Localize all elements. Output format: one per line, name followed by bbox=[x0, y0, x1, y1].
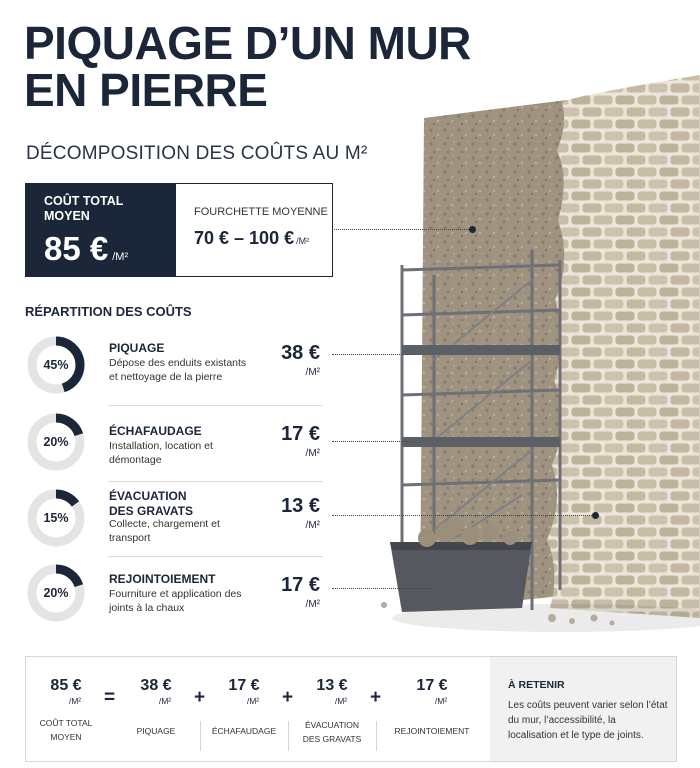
page-title-line-2: EN PIERRE bbox=[24, 64, 268, 116]
cost-row-price bbox=[250, 495, 320, 531]
cost-row-price-value: 38 € bbox=[281, 342, 320, 364]
page-subtitle: DÉCOMPOSITION DES COÛTS AU M² bbox=[26, 143, 368, 164]
range-leader-line bbox=[334, 229, 471, 230]
cost-row-title: ÉVACUATION DES GRAVATS bbox=[109, 489, 194, 518]
cost-row-price-unit: /M² bbox=[305, 367, 320, 378]
row-divider bbox=[108, 405, 323, 406]
rejointoiement-leader-line bbox=[332, 588, 432, 589]
cost-row-price bbox=[250, 342, 320, 378]
cost-equation-box bbox=[25, 656, 677, 762]
cost-row-price-unit: /M² bbox=[305, 599, 320, 610]
equation-part-echafaudage bbox=[210, 657, 278, 738]
range-panel bbox=[176, 184, 332, 276]
cost-row-evacuation bbox=[25, 487, 320, 563]
key-takeaway-title: À RETENIR bbox=[508, 679, 565, 691]
percent-donut-chart bbox=[25, 487, 87, 549]
equation-separator bbox=[376, 721, 377, 751]
equation-separator bbox=[288, 721, 289, 751]
equals-sign: = bbox=[104, 687, 116, 708]
equation-part-value: 17 € bbox=[416, 677, 448, 694]
breakdown-title: RÉPARTITION DES COÛTS bbox=[25, 304, 192, 319]
range-amount: 70 € – 100 € bbox=[194, 228, 295, 248]
echafaudage-leader-line bbox=[332, 441, 410, 442]
total-cost-label: COÛT TOTAL MOYEN bbox=[44, 194, 124, 223]
cost-row-description: Fourniture et application des joints à la chaux bbox=[109, 588, 242, 614]
equation-part-unit: /M² bbox=[246, 696, 260, 706]
equation-total-unit: /M² bbox=[68, 696, 82, 706]
cost-row-echafaudage bbox=[25, 411, 320, 487]
wall-illustration bbox=[372, 70, 700, 635]
percent-donut-chart bbox=[25, 562, 87, 624]
equation-part-rejointoiement bbox=[382, 657, 482, 738]
range-leader-dot bbox=[469, 226, 476, 233]
cost-row-price-unit: /M² bbox=[305, 520, 320, 531]
equation-total-label: COÛT TOTAL MOYEN bbox=[39, 718, 93, 742]
total-cost-panel bbox=[26, 184, 176, 276]
equation-part-piquage bbox=[122, 657, 190, 738]
equation-part-unit: /M² bbox=[434, 696, 448, 706]
equation-total-value: 85 € bbox=[50, 677, 82, 694]
equation-part-value: 17 € bbox=[228, 677, 260, 694]
key-takeaway-panel bbox=[490, 657, 676, 761]
cost-row-price-unit: /M² bbox=[305, 448, 320, 459]
equation-part-unit: /M² bbox=[158, 696, 172, 706]
page-title-line-1: PIQUAGE D’UN MUR bbox=[24, 17, 471, 69]
equation-separator bbox=[200, 721, 201, 751]
equation-part-label: PIQUAGE bbox=[136, 726, 176, 736]
total-cost-value bbox=[44, 230, 176, 268]
plus-sign: + bbox=[282, 687, 294, 708]
evacuation-leader-line bbox=[332, 515, 592, 516]
total-cost-unit: /M² bbox=[112, 251, 129, 263]
total-cost-amount: 85 € bbox=[44, 230, 109, 267]
cost-row-description: Dépose des enduits existants et nettoyage de la pierre bbox=[109, 357, 247, 383]
cost-row-title: PIQUAGE bbox=[109, 341, 165, 355]
cost-row-price-value: 17 € bbox=[281, 574, 320, 596]
cost-row-description: Collecte, chargement et transport bbox=[109, 518, 220, 544]
cost-row-description: Installation, location et démontage bbox=[109, 440, 213, 466]
plus-sign: + bbox=[194, 687, 206, 708]
equation-total bbox=[32, 657, 100, 744]
percent-label: 20% bbox=[43, 586, 69, 600]
cost-row-price-value: 17 € bbox=[281, 423, 320, 445]
percent-label: 45% bbox=[43, 358, 69, 372]
equation-part-label: REJOINTOIEMENT bbox=[394, 726, 470, 736]
cost-row-title: REJOINTOIEMENT bbox=[109, 572, 216, 586]
equation-part-label: ÉVACUATION DES GRAVATS bbox=[302, 720, 362, 744]
equation-part-evacuation bbox=[296, 657, 368, 746]
percent-donut-chart bbox=[25, 411, 87, 473]
row-divider bbox=[108, 556, 323, 557]
plus-sign: + bbox=[370, 687, 382, 708]
key-takeaway-text: Les coûts peuvent varier selon l’état du mur, l’accessibilité, la localisation et le type de joints. bbox=[508, 700, 668, 741]
total-cost-box bbox=[25, 183, 333, 277]
cost-row-rejointoiement bbox=[25, 562, 320, 638]
cost-row-price bbox=[250, 423, 320, 459]
equation-part-value: 13 € bbox=[316, 677, 348, 694]
cost-row-price-value: 13 € bbox=[281, 495, 320, 517]
piquage-leader-line bbox=[332, 354, 412, 355]
equation-part-value: 38 € bbox=[140, 677, 172, 694]
range-value bbox=[194, 228, 332, 249]
cost-row-title: ÉCHAFAUDAGE bbox=[109, 424, 202, 438]
evacuation-leader-dot bbox=[592, 512, 599, 519]
range-label: FOURCHETTE MOYENNE bbox=[194, 206, 328, 218]
equation-part-unit: /M² bbox=[334, 696, 348, 706]
cost-row-price bbox=[250, 574, 320, 610]
equation-part-label: ÉCHAFAUDAGE bbox=[211, 726, 277, 736]
percent-label: 20% bbox=[43, 435, 69, 449]
cost-row-piquage bbox=[25, 334, 320, 410]
row-divider bbox=[108, 481, 323, 482]
percent-label: 15% bbox=[43, 511, 69, 525]
range-unit: /M² bbox=[296, 236, 310, 246]
percent-donut-chart bbox=[25, 334, 87, 396]
